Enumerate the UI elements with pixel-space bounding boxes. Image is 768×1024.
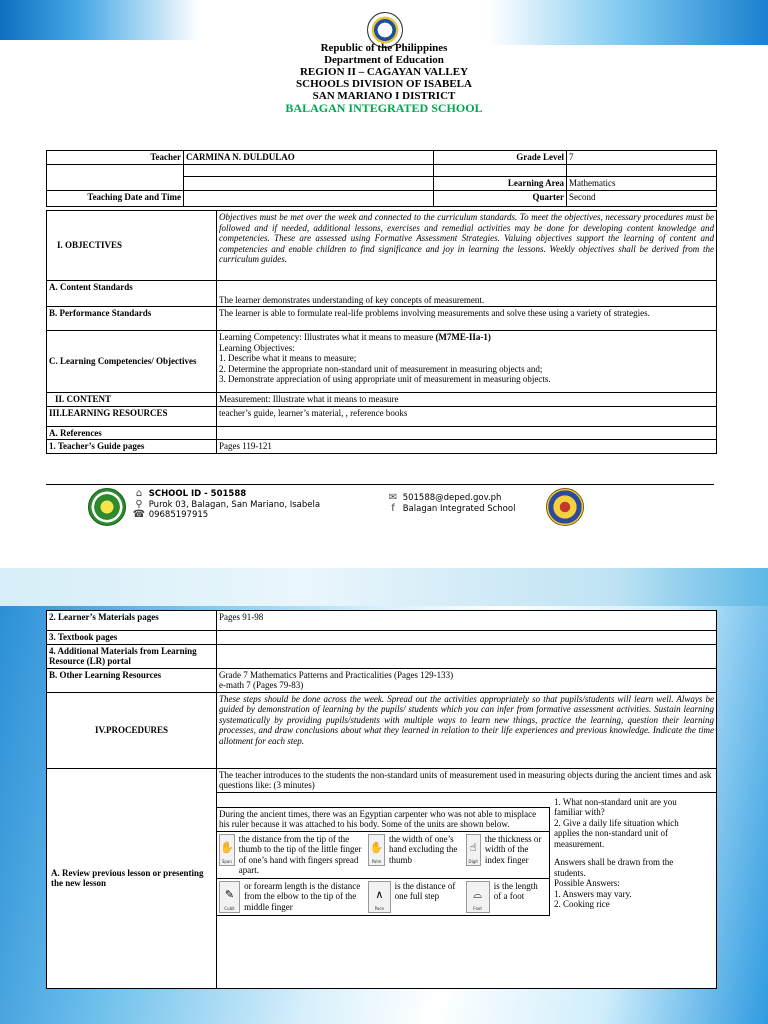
competency-code: (M7ME-IIa-1) xyxy=(435,332,491,342)
foot-icon: ⌓ Foot xyxy=(466,881,490,913)
foot-caption: Foot xyxy=(473,905,482,911)
possible-answer-2: 2. Cooking rice xyxy=(554,899,610,909)
school-phone: 09685197915 xyxy=(148,510,209,520)
performance-standards-text: The learner is able to formulate real-life problems involving measurements and solve these using a variety of strategies. xyxy=(217,307,717,331)
palm-icon: ✋ Palm xyxy=(368,834,385,866)
textbook-pages-value xyxy=(217,631,717,645)
foot-definition: is the length of a foot xyxy=(493,880,538,901)
unit-cubit xyxy=(219,881,366,913)
answers-note: Answers shall be drawn from the students. xyxy=(554,857,674,878)
facebook-icon: f xyxy=(391,502,395,514)
review-lesson-label: A. Review previous lesson or presenting the new lesson xyxy=(47,768,217,988)
school-id: SCHOOL ID - 501588 xyxy=(148,489,247,499)
learners-materials-label: 2. Learner’s Materials pages xyxy=(47,611,217,631)
unit-span xyxy=(219,834,366,876)
objectives-label: I. OBJECTIVES xyxy=(47,211,217,281)
teaching-date-value xyxy=(184,190,434,206)
lesson-plan-table-continued xyxy=(46,610,717,989)
other-resources-cell xyxy=(217,668,717,692)
competency-text: Learning Competency: Illustrates what it means to measure xyxy=(219,332,436,342)
info-table xyxy=(46,150,717,207)
unit-palm xyxy=(368,834,463,876)
cubit-caption: Cubit xyxy=(224,905,235,911)
pace-definition: is the distance of one full step xyxy=(394,880,456,901)
letterhead xyxy=(0,42,768,114)
unit-digit xyxy=(466,834,548,876)
other-resource-2: e-math 7 (Pages 79-83) xyxy=(219,680,304,690)
teaching-date-label: Teaching Date and Time xyxy=(47,190,184,206)
ancient-story: During the ancient times, there was an Egyptian carpenter who was not able to misplace his ruler because it was attached to his body. Some of the units are shown below. xyxy=(217,807,550,831)
quarter-value: Second xyxy=(567,190,717,206)
additional-materials-label: 4. Additional Materials from Learning Resource (LR) portal xyxy=(47,644,217,668)
grade-level-label: Grade Level xyxy=(434,151,567,165)
pace-icon: ∧ Pace xyxy=(368,881,391,913)
procedures-label: IV.PROCEDURES xyxy=(47,692,217,768)
additional-materials-value xyxy=(217,644,717,668)
other-resource-1: Grade 7 Mathematics Patterns and Practicalities (Pages 129-133) xyxy=(219,669,454,680)
unit-pace xyxy=(368,881,463,913)
email-icon: ✉ xyxy=(388,492,398,503)
resources-text: teacher’s guide, learner’s material, , reference books xyxy=(217,406,717,426)
span-caption: Span xyxy=(221,858,232,864)
competencies-cell xyxy=(217,331,717,393)
corner-decoration-left xyxy=(0,0,200,40)
teacher-value: CARMINA N. DULDULAO xyxy=(184,151,434,165)
palm-definition: the width of one’s hand excluding the thumb xyxy=(388,833,458,865)
footer-contact-left xyxy=(132,489,320,521)
question-2: 2. Give a daily life situation which applies the non-standard unit of measurement. xyxy=(554,817,679,849)
school-email[interactable]: 501588@deped.gov.ph xyxy=(402,493,502,503)
cubit-definition: or forearm length is the distance from the elbow to the tip of the middle finger xyxy=(244,880,361,912)
learning-area-value: Mathematics xyxy=(567,177,717,191)
other-resources-label: B. Other Learning Resources xyxy=(47,668,217,692)
palm-caption: Palm xyxy=(371,858,382,864)
teachers-guide-pages: Pages 119-121 xyxy=(217,440,717,454)
references-label: A. References xyxy=(47,426,217,440)
school-icon: ⌂ xyxy=(135,488,143,499)
lesson-plan-table xyxy=(46,210,717,454)
teacher-label: Teacher xyxy=(47,151,184,165)
unit-foot xyxy=(466,881,548,913)
learning-area-label: Learning Area xyxy=(434,177,567,191)
school-logo-left xyxy=(88,488,126,526)
span-definition: the distance from the tip of the thumb to the tip of the little finger of one’s hand with fingers spread apart. xyxy=(238,833,362,875)
objectives-text: Objectives must be met over the week and connected to the curriculum standards. To meet the objectives, necessary procedures must be followed and if needed, additional lessons, exercises and remedial activities may be done for developing content knowledge and competencies. These are assessed using Formative Assessment Strategies. Valuing objectives support the learning of content and competencies and enable children to find significance and joy in learning the lessons. Weekly objectives shall be derived from the curriculum guides. xyxy=(217,211,717,281)
review-lesson-cell xyxy=(217,768,717,988)
units-row-1 xyxy=(217,831,550,878)
school-address: Purok 03, Balagan, San Mariano, Isabela xyxy=(148,499,321,510)
resources-label: III.LEARNING RESOURCES xyxy=(47,406,217,426)
content-standards-label: A. Content Standards xyxy=(47,281,217,307)
possible-answers-heading: Possible Answers: xyxy=(554,878,620,888)
phone-icon: ☎ xyxy=(132,509,146,520)
competencies-label: C. Learning Competencies/ Objectives xyxy=(47,331,217,393)
objectives-heading: Learning Objectives: xyxy=(219,342,295,353)
objective-item-3: 3. Demonstrate appreciation of using appropriate unit of measurement in measuring objects. xyxy=(219,374,551,384)
objective-item-1: 1. Describe what it means to measure; xyxy=(219,353,357,363)
questions-column xyxy=(550,793,706,918)
header-line-region: REGION II – CAGAYAN VALLEY xyxy=(299,66,469,78)
content-label: II. CONTENT xyxy=(47,393,217,407)
digit-icon: ☝ Digit xyxy=(466,834,481,866)
footer-contact-right xyxy=(386,493,515,514)
page-two xyxy=(0,606,768,1024)
performance-standards-label: B. Performance Standards xyxy=(47,307,217,331)
content-text: Measurement: Illustrate what it means to measure xyxy=(217,393,717,407)
review-intro: The teacher introduces to the students the non-standard units of measurement used in measuring objects during the ancient times and ask questions like: (3 minutes) xyxy=(217,769,716,793)
header-line-republic: Republic of the Philippines xyxy=(320,42,448,54)
header-school-name: BALAGAN INTEGRATED SCHOOL xyxy=(285,101,483,115)
pace-caption: Pace xyxy=(374,905,385,911)
quarter-label: Quarter xyxy=(434,190,567,206)
learners-materials-pages: Pages 91-98 xyxy=(217,611,717,631)
location-icon: ⚲ xyxy=(135,498,143,510)
header-line-division: SCHOOLS DIVISION OF ISABELA xyxy=(296,78,472,90)
forearm-icon: ✎ Cubit xyxy=(219,881,240,913)
header-line-department: Department of Education xyxy=(324,54,444,66)
question-1: 1. What non-standard unit are you familiar with? xyxy=(554,796,677,817)
footer-divider xyxy=(46,484,714,485)
content-standards-text: The learner demonstrates understanding of key concepts of measurement. xyxy=(217,281,717,307)
textbook-pages-label: 3. Textbook pages xyxy=(47,631,217,645)
units-row-2 xyxy=(217,878,550,916)
school-facebook[interactable]: Balagan Integrated School xyxy=(402,503,516,514)
digit-caption: Digit xyxy=(468,858,478,864)
procedures-text: These steps should be done across the week. Spread out the activities appropriately so that pupils/students will learn well. Always be guided by demonstration of learning by the pupils/ students which you can infer from formative assessment activities. Sustain learning systematically by providing pupils/students with multiple ways to learn new things, practice the learning, question their learning processes, and draw conclusions about what they learned in relation to their life experiences and previous knowledge. Indicate the time allotment for each step. xyxy=(217,692,717,768)
hand-span-icon: ✋ Span xyxy=(219,834,235,866)
header-line-district: SAN MARIANO I DISTRICT xyxy=(312,90,456,102)
school-logo-right xyxy=(546,488,584,526)
possible-answer-1: 1. Answers may vary. xyxy=(554,888,632,899)
ancient-units-box xyxy=(217,793,550,918)
corner-decoration-right xyxy=(488,0,768,45)
grade-level-value: 7 xyxy=(567,151,717,165)
objective-item-2: 2. Determine the appropriate non-standard unit of measurement in measuring objects and; xyxy=(219,363,543,374)
digit-definition: the thickness or width of the index finger xyxy=(484,833,542,865)
teachers-guide-label: 1. Teacher’s Guide pages xyxy=(47,440,217,454)
